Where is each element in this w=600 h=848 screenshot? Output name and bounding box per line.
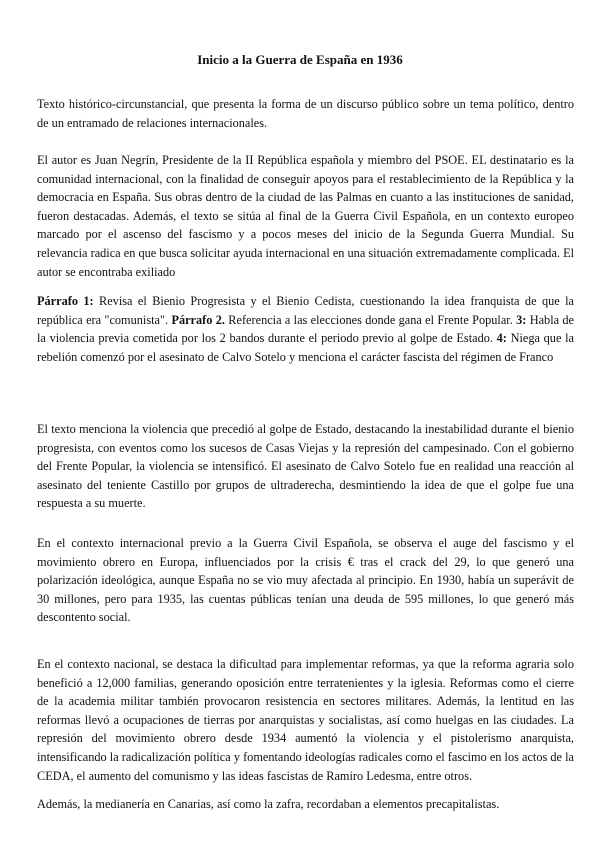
author-paragraph: El autor es Juan Negrín, Presidente de la II República española y miembro del PSOE. EL destinatario es la comunidad internacional, con la finalidad de conseguir apoyos para el restablecimiento de la República y la democracia en España. Sus obras dentro de la ciudad de las Palmas en cuanto a las instituciones de sanidad, fueron destacadas. Además, el texto se sitúa al final de la Guerra Civil Española, en un contexto europeo marcado por el ascenso del fascismo y a pocos meses del inicio de la Segunda Guerra Mundial. Su relevancia radica en que busca solicitar ayuda internacional en una situación extremadamente complicada. El autor se encontraba exiliado: [37, 153, 574, 279]
national-context-paragraph: En el contexto nacional, se destaca la dificultad para implementar reformas, ya que la reforma agraria solo benefició a 12,000 familias, generando oposición entre terratenientes y la iglesia. Reformas como el cierre de la academia militar también provocaron resistencia en sectores militares. Además, la lentitud en las reformas llevó a ocupaciones de tierras por anarquistas y socialistas, así como huelgas en las ciudades. La represión del movimiento obrero desde 1934 aumentó la violencia y el pistolerismo anarquista, intensificando la radicalización política y fomentando ideologías radicales como el fascimo en los actos de la CEDA, el aumento del comunismo y las ideas fascistas de Ramiro Ledesma, entre otros.: [37, 657, 574, 783]
document-title: Inicio a la Guerra de España en 1936: [197, 52, 403, 67]
paragraph-1-label: Párrafo 1:: [37, 294, 94, 308]
paragraph-3-label: 3:: [516, 312, 527, 327]
intro-paragraph: Texto histórico-circunstancial, que presenta la forma de un discurso público sobre un tema político, dentro de un entramado de relaciones internacionales.: [37, 97, 574, 130]
paragraph-4-label: 4:: [496, 331, 507, 346]
paragraph-2-text: Referencia a las elecciones donde gana el Frente Popular.: [224, 312, 517, 327]
closing-paragraph: Además, la medianería en Canarias, así como la zafra, recordaban a elementos precapitalistas.: [37, 797, 500, 811]
paragraph-1-text: Revisa el Bienio Progresista y el Bienio Cedista, cuestionando la idea franquista de que la república era "comunista".: [37, 294, 574, 327]
paragraph-2-label: Párrafo 2.: [171, 312, 225, 327]
paragraph-3-text: Habla de la violencia previa cometida por los 2 bandos durante el periodo previo al golpe de Estado.: [37, 312, 575, 346]
paragraph-summary: [37, 292, 574, 366]
paragraph-4-text: Niega que la rebelión comenzó por el asesinato de Calvo Sotelo y menciona el carácter fascista del régimen de Franco: [37, 331, 574, 364]
international-context-paragraph: En el contexto internacional previo a la Guerra Civil Española, se observa el auge del fascismo y el movimiento obrero en Europa, influenciados por la crisis € tras el crack del 29, lo que generó una polarización ideológica, aunque España no se vio muy afectada al principio. En 1930, había un superávit de 30 millones, pero para 1935, las cuentas públicas tenían una deuda de 595 millones, lo que generó más descontento social.: [37, 536, 574, 625]
violence-paragraph: El texto menciona la violencia que precedió al golpe de Estado, destacando la inestabilidad durante el bienio progresista, con eventos como los sucesos de Casas Viejas y la represión del campesinado. Con el gobierno del Frente Popular, la violencia se intensificó. El asesinato de Calvo Sotelo fue en realidad una reacción al asesinato del teniente Castillo por grupos de ultraderecha, desmintiendo la idea de que el golpe fue una respuesta a su muerte.: [37, 422, 574, 511]
